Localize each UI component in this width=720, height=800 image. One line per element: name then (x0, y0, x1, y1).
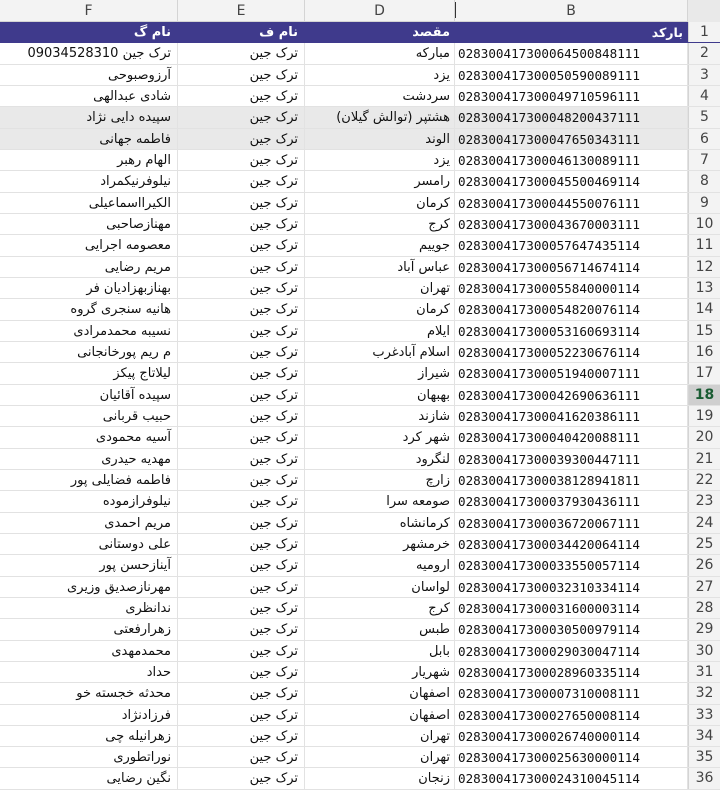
row-number[interactable]: 22 (688, 470, 720, 490)
cell-e[interactable]: ترک جین (178, 235, 305, 255)
cell-d[interactable]: یزد (305, 150, 455, 170)
cell-d[interactable]: سردشت (305, 86, 455, 106)
cell-b[interactable]: 028300417300040420088111 (455, 427, 688, 447)
cell-f[interactable]: آسیه محمودی (0, 427, 178, 447)
row-number[interactable]: 28 (688, 598, 720, 618)
cell-b[interactable]: 028300417300041620386111 (455, 406, 688, 426)
cell-f[interactable]: مهرنازصدیق وزیری (0, 577, 178, 597)
cell-f[interactable]: ندانظری (0, 598, 178, 618)
row-number[interactable]: 25 (688, 534, 720, 554)
cell-d[interactable]: مبارکه (305, 43, 455, 63)
cell-b[interactable]: 028300417300037930436111 (455, 491, 688, 511)
header-cell-d[interactable]: مقصد (305, 22, 455, 42)
row-number[interactable]: 31 (688, 662, 720, 682)
cell-f[interactable]: نیلوفرنیکمراد (0, 171, 178, 191)
cell-f[interactable]: الهام رهبر (0, 150, 178, 170)
cell-f[interactable]: حداد (0, 662, 178, 682)
cell-f[interactable]: نوراتطوری (0, 747, 178, 767)
cell-e[interactable]: ترک جین (178, 726, 305, 746)
cell-d[interactable]: شازند (305, 406, 455, 426)
table-row[interactable] (0, 278, 720, 299)
cell-f[interactable]: م ریم پورخانجانی (0, 342, 178, 362)
row-number[interactable]: 12 (688, 257, 720, 277)
cell-f[interactable]: علی دوستانی (0, 534, 178, 554)
table-row[interactable] (0, 555, 720, 576)
cell-d[interactable]: شهریار (305, 662, 455, 682)
table-row[interactable] (0, 705, 720, 726)
cell-b[interactable]: 028300417300033550057114 (455, 555, 688, 575)
row-number[interactable]: 33 (688, 705, 720, 725)
cell-f[interactable]: محدثه خجسته خو (0, 683, 178, 703)
row-number[interactable]: 32 (688, 683, 720, 703)
cell-f[interactable]: معصومه اجرایی (0, 235, 178, 255)
cell-e[interactable]: ترک جین (178, 747, 305, 767)
table-row[interactable] (0, 150, 720, 171)
cell-b[interactable]: 028300417300034420064114 (455, 534, 688, 554)
cell-b[interactable]: 028300417300031600003114 (455, 598, 688, 618)
table-row[interactable] (0, 491, 720, 512)
cell-f[interactable]: ترک جین 09034528310 (0, 43, 178, 63)
column-resize-cursor (455, 2, 456, 18)
column-header-d[interactable]: D (305, 0, 455, 22)
cell-f[interactable]: الکیرااسماعیلی (0, 193, 178, 213)
row-number[interactable]: 29 (688, 619, 720, 639)
table-row[interactable] (0, 235, 720, 256)
cell-d[interactable]: عباس آباد (305, 257, 455, 277)
cell-b[interactable]: 028300417300029030047114 (455, 641, 688, 661)
cell-e[interactable]: ترک جین (178, 449, 305, 469)
cell-e[interactable]: ترک جین (178, 86, 305, 106)
cell-f[interactable]: زهرانیله چی (0, 726, 178, 746)
cell-f[interactable]: شادی عبدالهی (0, 86, 178, 106)
table-row[interactable] (0, 86, 720, 107)
cell-b[interactable]: 028300417300043670003111 (455, 214, 688, 234)
cell-e[interactable]: ترک جین (178, 662, 305, 682)
table-row[interactable] (0, 171, 720, 192)
cell-b[interactable]: 028300417300038128941811 (455, 470, 688, 490)
cell-f[interactable]: فاطمه جهانی (0, 129, 178, 149)
cell-e[interactable]: ترک جین (178, 619, 305, 639)
row-number[interactable]: 4 (688, 86, 720, 106)
cell-e[interactable]: ترک جین (178, 363, 305, 383)
cell-f[interactable]: آینازحسن پور (0, 555, 178, 575)
cell-b[interactable]: 028300417300046130089111 (455, 150, 688, 170)
cell-e[interactable]: ترک جین (178, 491, 305, 511)
row-number[interactable]: 19 (688, 406, 720, 426)
cell-e[interactable]: ترک جین (178, 257, 305, 277)
cell-e[interactable]: ترک جین (178, 342, 305, 362)
cell-f[interactable]: محمدمهدی (0, 641, 178, 661)
table-row[interactable] (0, 768, 720, 789)
cell-f[interactable]: هانیه سنجری گروه (0, 299, 178, 319)
cell-e[interactable]: ترک جین (178, 683, 305, 703)
row-number[interactable]: 36 (688, 768, 720, 788)
column-headers (0, 0, 720, 22)
cell-f[interactable]: فرزادنژاد (0, 705, 178, 725)
header-cell-e[interactable]: نام ف (178, 22, 305, 42)
table-row[interactable] (0, 598, 720, 619)
cell-e[interactable]: ترک جین (178, 705, 305, 725)
row-number[interactable]: 14 (688, 299, 720, 319)
cell-e[interactable]: ترک جین (178, 171, 305, 191)
table-row[interactable] (0, 683, 720, 704)
table-row[interactable] (0, 65, 720, 86)
cell-f[interactable]: مریم احمدی (0, 513, 178, 533)
table-row[interactable] (0, 449, 720, 470)
cell-e[interactable]: ترک جین (178, 513, 305, 533)
cell-d[interactable]: صومعه سرا (305, 491, 455, 511)
row-number[interactable]: 2 (688, 43, 720, 63)
header-row[interactable] (0, 22, 720, 43)
row-number[interactable]: 5 (688, 107, 720, 127)
cell-b[interactable]: 028300417300048200437111 (455, 107, 688, 127)
cell-e[interactable]: ترک جین (178, 385, 305, 405)
cell-d[interactable]: بابل (305, 641, 455, 661)
row-number[interactable]: 15 (688, 321, 720, 341)
cell-d[interactable]: بهبهان (305, 385, 455, 405)
header-cell-f[interactable]: نام گ (0, 22, 178, 42)
row-number[interactable]: 24 (688, 513, 720, 533)
table-row[interactable] (0, 385, 720, 406)
cell-b[interactable]: 028300417300030500979114 (455, 619, 688, 639)
table-row[interactable] (0, 513, 720, 534)
table-row[interactable] (0, 299, 720, 320)
row-number[interactable]: 27 (688, 577, 720, 597)
cell-b[interactable]: 028300417300039300447111 (455, 449, 688, 469)
cell-d[interactable]: کرمانشاه (305, 513, 455, 533)
cell-e[interactable]: ترک جین (178, 555, 305, 575)
row-number[interactable]: 11 (688, 235, 720, 255)
cell-b[interactable]: 028300417300056714674114 (455, 257, 688, 277)
cell-d[interactable]: زارچ (305, 470, 455, 490)
cell-e[interactable]: ترک جین (178, 406, 305, 426)
row-number[interactable]: 13 (688, 278, 720, 298)
cell-d[interactable]: کرمان (305, 299, 455, 319)
cell-e[interactable]: ترک جین (178, 598, 305, 618)
cell-d[interactable]: لنگرود (305, 449, 455, 469)
cell-d[interactable]: شهر کرد (305, 427, 455, 447)
cell-d[interactable]: خرمشهر (305, 534, 455, 554)
cell-b[interactable]: 028300417300050590089111 (455, 65, 688, 85)
cell-d[interactable]: تهران (305, 278, 455, 298)
cell-d[interactable]: اسلام آبادغرب (305, 342, 455, 362)
cell-b[interactable]: 028300417300028960335114 (455, 662, 688, 682)
cell-b[interactable]: 028300417300054820076114 (455, 299, 688, 319)
row-number[interactable]: 6 (688, 129, 720, 149)
table-row[interactable] (0, 257, 720, 278)
cell-f[interactable]: زهرارفعتی (0, 619, 178, 639)
row-number[interactable]: 16 (688, 342, 720, 362)
cell-b[interactable]: 028300417300024310045114 (455, 768, 688, 788)
cell-d[interactable]: کرج (305, 598, 455, 618)
column-header-f[interactable]: F (0, 0, 178, 22)
row-number[interactable]: 20 (688, 427, 720, 447)
cell-f[interactable]: نگین رضایی (0, 768, 178, 788)
cell-b[interactable]: 028300417300045500469114 (455, 171, 688, 191)
header-cell-b[interactable]: بارکد (455, 22, 688, 42)
cell-e[interactable]: ترک جین (178, 534, 305, 554)
cell-b[interactable]: 028300417300064500848111 (455, 43, 688, 63)
table-row[interactable] (0, 726, 720, 747)
cell-b[interactable]: 028300417300007310008111 (455, 683, 688, 703)
cell-b[interactable]: 028300417300047650343111 (455, 129, 688, 149)
cell-e[interactable]: ترک جین (178, 278, 305, 298)
cell-b[interactable]: 028300417300026740000114 (455, 726, 688, 746)
cell-d[interactable]: طبس (305, 619, 455, 639)
row-number[interactable]: 8 (688, 171, 720, 191)
cell-e[interactable]: ترک جین (178, 214, 305, 234)
cell-d[interactable]: الوند (305, 129, 455, 149)
cell-f[interactable]: سپیده آقائیان (0, 385, 178, 405)
cell-e[interactable]: ترک جین (178, 65, 305, 85)
row-number[interactable]: 35 (688, 747, 720, 767)
cell-d[interactable]: تهران (305, 747, 455, 767)
select-all-corner[interactable] (688, 0, 720, 22)
cell-b[interactable]: 028300417300025630000114 (455, 747, 688, 767)
table-row[interactable] (0, 214, 720, 235)
table-row[interactable] (0, 747, 720, 768)
cell-e[interactable]: ترک جین (178, 129, 305, 149)
cell-f[interactable]: مریم رضایی (0, 257, 178, 277)
table-row[interactable] (0, 534, 720, 555)
table-row[interactable] (0, 427, 720, 448)
row-number[interactable]: 3 (688, 65, 720, 85)
table-row[interactable] (0, 641, 720, 662)
cell-f[interactable]: لیلاتاج پیکز (0, 363, 178, 383)
cell-d[interactable]: اصفهان (305, 705, 455, 725)
cell-e[interactable]: ترک جین (178, 768, 305, 788)
sheet-rows (0, 22, 720, 790)
cell-e[interactable]: ترک جین (178, 470, 305, 490)
cell-e[interactable]: ترک جین (178, 577, 305, 597)
cell-d[interactable]: رامسر (305, 171, 455, 191)
table-row[interactable] (0, 619, 720, 640)
row-number[interactable]: 21 (688, 449, 720, 469)
cell-f[interactable]: سپیده دایی نژاد (0, 107, 178, 127)
cell-b[interactable]: 028300417300051940007111 (455, 363, 688, 383)
cell-e[interactable]: ترک جین (178, 150, 305, 170)
row-number[interactable]: 9 (688, 193, 720, 213)
cell-f[interactable]: فاطمه فضایلی پور (0, 470, 178, 490)
table-row[interactable] (0, 129, 720, 150)
cell-e[interactable]: ترک جین (178, 43, 305, 63)
row-number[interactable]: 1 (688, 22, 720, 42)
cell-d[interactable]: تهران (305, 726, 455, 746)
cell-f[interactable]: نیلوفرازموده (0, 491, 178, 511)
cell-e[interactable]: ترک جین (178, 193, 305, 213)
cell-e[interactable]: ترک جین (178, 427, 305, 447)
table-row[interactable] (0, 662, 720, 683)
cell-b[interactable]: 028300417300036720067111 (455, 513, 688, 533)
cell-b[interactable]: 028300417300032310334114 (455, 577, 688, 597)
cell-e[interactable]: ترک جین (178, 641, 305, 661)
cell-d[interactable]: اصفهان (305, 683, 455, 703)
row-number[interactable]: 30 (688, 641, 720, 661)
row-number[interactable]: 34 (688, 726, 720, 746)
cell-f[interactable]: نسیبه محمدمرادی (0, 321, 178, 341)
column-header-e[interactable]: E (178, 0, 305, 22)
cell-d[interactable]: جوییم (305, 235, 455, 255)
row-number[interactable]: 26 (688, 555, 720, 575)
cell-d[interactable]: ارومیه (305, 555, 455, 575)
row-number[interactable]: 18 (688, 385, 720, 405)
table-row[interactable] (0, 342, 720, 363)
table-row[interactable] (0, 321, 720, 342)
cell-f[interactable]: حبیب قربانی (0, 406, 178, 426)
cell-e[interactable]: ترک جین (178, 321, 305, 341)
cell-b[interactable]: 028300417300057647435114 (455, 235, 688, 255)
cell-e[interactable]: ترک جین (178, 299, 305, 319)
cell-e[interactable]: ترک جین (178, 107, 305, 127)
row-number[interactable]: 10 (688, 214, 720, 234)
cell-b[interactable]: 028300417300044550076111 (455, 193, 688, 213)
row-number[interactable]: 7 (688, 150, 720, 170)
table-row[interactable] (0, 107, 720, 128)
cell-d[interactable]: ایلام (305, 321, 455, 341)
cell-d[interactable]: زنجان (305, 768, 455, 788)
cell-b[interactable]: 028300417300055840000114 (455, 278, 688, 298)
cell-b[interactable]: 028300417300042690636111 (455, 385, 688, 405)
row-number[interactable]: 23 (688, 491, 720, 511)
cell-b[interactable]: 028300417300049710596111 (455, 86, 688, 106)
cell-d[interactable]: کرج (305, 214, 455, 234)
cell-d[interactable]: شیراز (305, 363, 455, 383)
row-number[interactable]: 17 (688, 363, 720, 383)
table-row[interactable] (0, 470, 720, 491)
table-row[interactable] (0, 363, 720, 384)
cell-f[interactable]: مهدیه حیدری (0, 449, 178, 469)
cell-f[interactable]: آرزوصبوحی (0, 65, 178, 85)
table-row[interactable] (0, 43, 720, 64)
table-row[interactable] (0, 406, 720, 427)
table-row[interactable] (0, 193, 720, 214)
cell-b[interactable]: 028300417300027650008114 (455, 705, 688, 725)
cell-d[interactable]: هشتپر (توالش گیلان) (305, 107, 455, 127)
column-header-b[interactable]: B (455, 0, 688, 22)
cell-b[interactable]: 028300417300052230676114 (455, 342, 688, 362)
table-row[interactable] (0, 577, 720, 598)
cell-f[interactable]: بهنازبهزادیان فر (0, 278, 178, 298)
cell-d[interactable]: لواسان (305, 577, 455, 597)
cell-d[interactable]: کرمان (305, 193, 455, 213)
cell-d[interactable]: یزد (305, 65, 455, 85)
cell-b[interactable]: 028300417300053160693114 (455, 321, 688, 341)
cell-f[interactable]: مهنازصاحبی (0, 214, 178, 234)
